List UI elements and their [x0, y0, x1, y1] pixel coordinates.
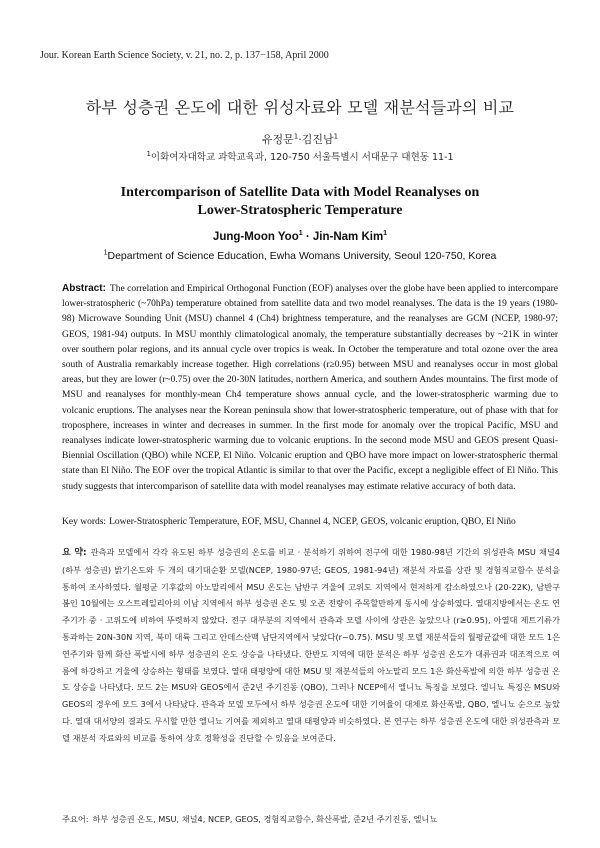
korean-abstract-label: 요 약: [62, 548, 87, 558]
korean-title: 하부 성층권 온도에 대한 위성자료와 모델 재분석들과의 비교 [85, 98, 515, 117]
english-title [0, 184, 600, 220]
keywords [62, 517, 562, 527]
korean-author-separator: · [298, 133, 302, 146]
korean-author-2-sup: 1 [333, 132, 339, 141]
korean-author-1-sup: 1 [293, 132, 299, 141]
abstract-label: Abstract: [62, 283, 106, 294]
english-author-separator: · [302, 231, 313, 243]
korean-authors [0, 131, 600, 147]
abstract [62, 281, 558, 495]
keywords-label: Key words: [62, 517, 107, 527]
english-author-1: Jung-Moon Yoo [212, 231, 299, 243]
english-affiliation-sup: 1 [103, 249, 108, 257]
korean-keywords-text: 하부 성층권 온도, MSU, 채널4, NCEP, GEOS, 경험직교함수, 화산폭발, 준2년 주기진동, 엘니뇨 [92, 814, 438, 824]
english-title-line-2: Lower-Stratospheric Temperature [197, 203, 403, 218]
journal-header: Jour. Korean Earth Science Society, v. 21, no. 2, p. 137−158, April 2000 [40, 50, 329, 61]
english-title-line-1: Intercomparison of Satellite Data with Model Reanalyses on [120, 185, 480, 200]
korean-affiliation-sup: 1 [146, 149, 151, 158]
korean-abstract-text: 관측과 모델에서 각각 유도된 하부 성층권의 온도를 비교 · 분석하기 위하여 전구에 대한 1980-98년 기간의 위성관측 MSU 채널4 (하부 성층권) 밝기온도와 두 개의 대기대순환 모델(NCEP, 1980-97년; GEOS, 1981-94년) 재분석 자료를 상관 및 경험직교함수 분석을 통하여 조사하였다. 월평균 기후값의 아노말리에서 MSU 온도는 남반구 겨울에 고위도 지역에서 현저하게 감소하였으나 (20-22K), 남반구 봄인 10월에는 오스트레일리아의 이남 지역에서 하부 성층권 온도 및 오존 전량이 주목할만하게 동시에 상승하였다. 열대지방에서는 온도 연주기가 중 · 고위도에 비하여 뚜렷하지 않았다. 전구 대부분의 지역에서 관측과 모델 사이에 상관은 높았으나 (r≥0.95), 아열대 제트기류가 통과하는 20N-30N 지역, 북미 대륙 그리고 안데스산맥 남단지역에서 낮았다(r~0.75). MSU 및 모델 재분석들의 월평균값에 대한 모드 1은 연주기와 함께 화산 폭발시에 하부 성층권의 온도 상승을 나타냈다. 한반도 지역에 대한 분석은 하부 성층권 온도가 대류권과 대조적으로 여름에 하강하고 겨울에 상승하는 형태를 보였다. 열대 태평양에 대한 MSU 및 재분석들의 아노말리 모드 1은 화산폭발에 의한 하부 성층권 온도 상승을 나타냈다. 모드 2는 MSU와 GEOS에서 준2년 주기진동 (QBO), 그러나 NCEP에서 엘니뇨 특징을 보였다. 엘니뇨 특징은 MSU와 GEOS의 경우에 모드 3에서 나타났다. 관측과 모델 모두에서 하부 성층권 온도에 대한 기여율이 대체로 화산폭발, QBO, 엘니뇨 순으로 높았다. 열대 대서양의 결과도 무시할 만한 엘니뇨 기여를 제외하고 열대 태평양과 비슷하였다. 본 연구는 하부 성층권 온도에 대한 위성관측과 모델 재분석 자료와의 비교를 통하여 상호 정확성을 진단할 수 있음을 보여준다. [62, 547, 560, 743]
keywords-text: Lower-Stratospheric Temperature, EOF, MSU, Channel 4, NCEP, GEOS, volcanic eruption, QBO, El Niño [109, 517, 516, 527]
korean-affiliation-text: 이화여자대학교 과학교육과, 120-750 서울특별시 서대문구 대현동 11-1 [150, 152, 454, 163]
korean-affiliation [0, 149, 600, 163]
english-author-2: Jin-Nam Kim [312, 231, 384, 243]
korean-abstract [62, 544, 560, 747]
english-affiliation-text: Department of Science Education, Ewha Womans University, Seoul 120-750, Korea [107, 250, 497, 262]
abstract-text: The correlation and Empirical Orthogonal Function (EOF) analyses over the globe have been applied to intercompare lower-stratospheric (~70hPa) temperature obtained from satellite data and two model reanalyses. The data is the 19 years (1980-98) Microwave Sounding Unit (MSU) channel 4 (Ch4) brightness temperature, and the reanalyses are GCM (NCEP, 1980-97; GEOS, 1981-94) outputs. In MSU monthly climatological anomaly, the temperature substantially decreases by ~21K in winter over southern polar regions, and its annual cycle over tropics is weak. In October the temperature and total ozone over the area south of Australia remarkably increase together. High correlations (r≥0.95) between MSU and reanalyses occur in most global areas, but they are lower (r~0.75) over the 20-30N latitudes, northern America, and southern Andes mountains. The first mode of MSU and reanalyses for monthly-mean Ch4 temperature shows annual cycle, and the lower-stratospheric warming due to volcanic eruptions. The analyses near the Korean peninsula show that lower-stratospheric temperature, out of phase with that for troposphere, increases in winter and decreases in summer. In the first mode for anomaly over the tropical Pacific, MSU and reanalyses indicate lower-stratospheric warming due to volcanic eruptions. In the second mode MSU and GEOS present Quasi-Biennial Oscillation (QBO) while NCEP, El Niño. Volcanic eruption and QBO have more impact on lower-stratospheric thermal state than El Niño. The EOF over the tropical Atlantic is similar to that over the Pacific, except a negligible effect of El Niño. This study suggests that intercomparison of satellite data with model reanalyses may estimate relative accuracy of both data. [62, 284, 558, 492]
korean-keywords [62, 814, 562, 825]
english-author-2-sup: 1 [383, 230, 388, 238]
english-author-1-sup: 1 [298, 230, 303, 238]
korean-keywords-label: 주요어: [62, 814, 89, 824]
korean-author-1: 유정문 [261, 133, 294, 146]
korean-author-2: 김진남 [301, 133, 334, 146]
english-affiliation [0, 250, 600, 262]
english-authors [0, 231, 600, 243]
